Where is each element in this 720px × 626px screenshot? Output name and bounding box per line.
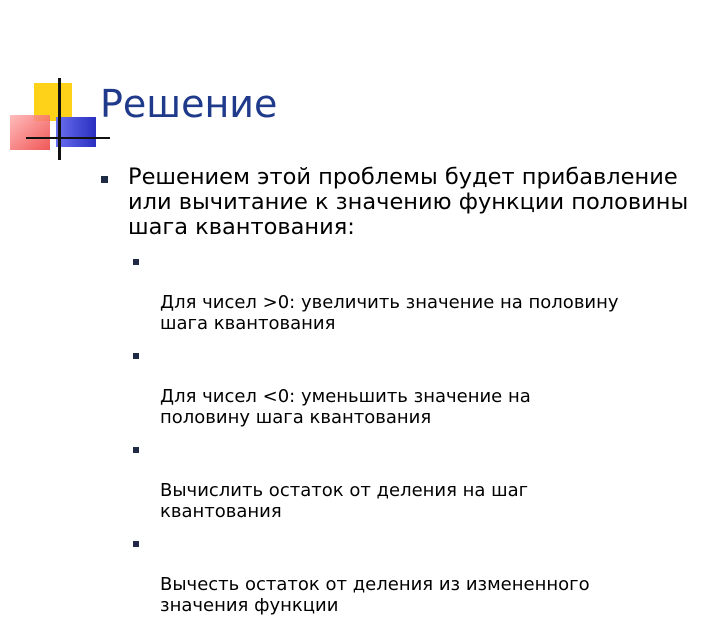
list-item <box>160 532 705 616</box>
list-item <box>160 250 705 334</box>
bullet-square-icon <box>133 259 139 265</box>
sub-bullet-list <box>160 250 705 626</box>
sub-bullet-text: Для чисел >0: увеличить значение на половину шага квантования <box>160 292 619 334</box>
bullet-square-icon <box>133 541 139 547</box>
sub-bullet-text: Для чисел <0: уменьшить значение на половину шага квантования <box>160 386 531 428</box>
bullet-square-icon <box>101 176 108 183</box>
slide-title: Решение <box>100 82 278 126</box>
list-item <box>160 344 705 428</box>
sub-bullet-text: Вычислить остаток от деления на шаг квантования <box>160 480 529 522</box>
decorative-corner-graphic <box>0 0 110 170</box>
main-bullet-text: Решением этой проблемы будет прибавление или вычитание к значению функции половины шага квантования: <box>128 164 689 240</box>
list-item <box>160 438 705 522</box>
bullet-square-icon <box>133 353 139 359</box>
sub-bullet-text: Вычесть остаток от деления из измененного значения функции <box>160 574 590 616</box>
bullet-square-icon <box>133 447 139 453</box>
